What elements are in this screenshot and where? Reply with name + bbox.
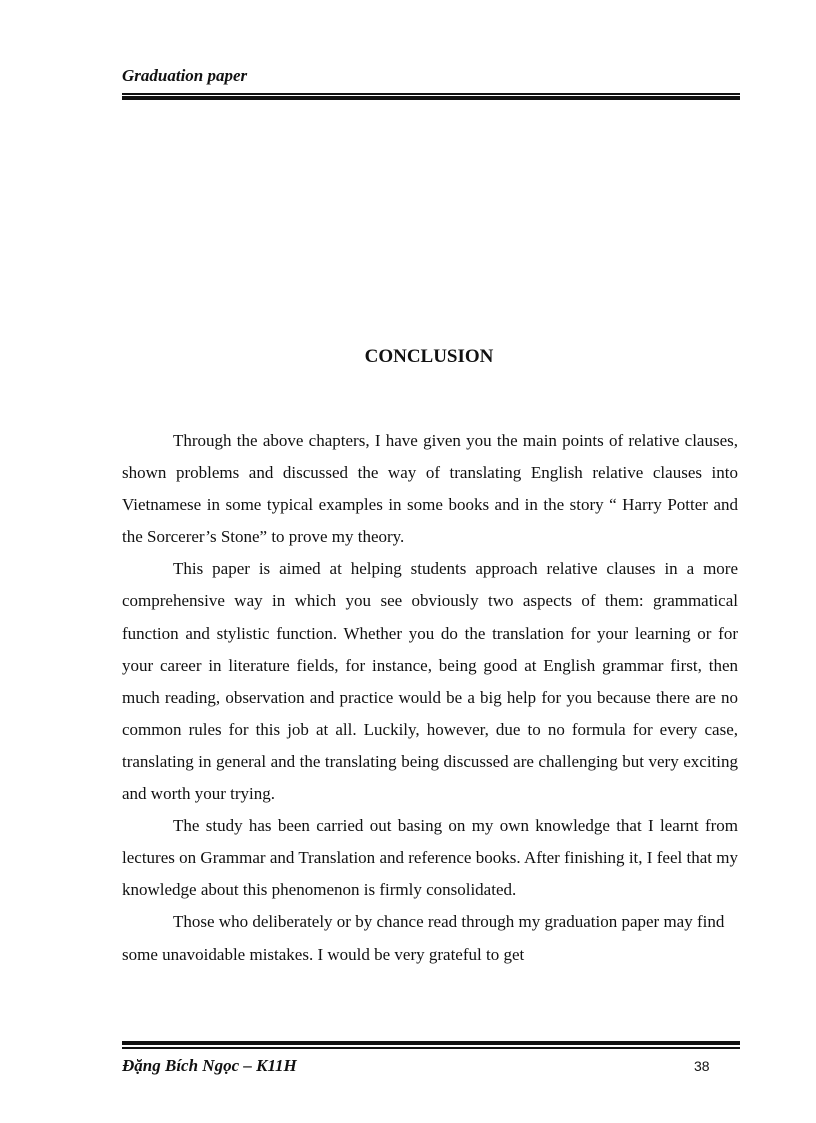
footer-author: Đặng Bích Ngọc – K11H xyxy=(122,1056,297,1075)
page-number: 38 xyxy=(694,1058,710,1074)
section-heading: CONCLUSION xyxy=(364,346,494,367)
body-text xyxy=(122,425,738,971)
footer-rule-thin xyxy=(122,1047,740,1049)
running-header-title: Graduation paper xyxy=(122,66,248,85)
paragraph: This paper is aimed at helping students approach relative clauses in a more comprehensive way in which you see obviously two aspects of them: grammatical function and stylistic function. Whether you do the translation for your learning or for your career in literature fields, for instance, being good at English grammar first, then much reading, observation and practice would be a big help for you because there are no common rules for this job at all. Luckily, however, due to no formula for every case, translating in general and the translating being discussed are challenging but very exciting and worth your trying. xyxy=(122,559,738,804)
header-rule-thin xyxy=(122,93,740,95)
paragraph: Those who deliberately or by chance read through my graduation paper may find some unavoidable mistakes. I would be very grateful to get xyxy=(122,912,725,964)
paragraph: Through the above chapters, I have given you the main points of relative clauses, shown problems and discussed the way of translating English relative clauses into Vietnamese in some typical examples in some books and in the story “ Harry Potter and the Sorcerer’s Stone” to prove my theory. xyxy=(122,431,738,547)
header-rule-thick xyxy=(122,96,740,100)
paragraph: The study has been carried out basing on my own knowledge that I learnt from lectures on Grammar and Translation and reference books. After finishing it, I feel that my knowledge about this phenomenon is firmly consolidated. xyxy=(122,816,738,900)
footer-rule-thick xyxy=(122,1041,740,1045)
